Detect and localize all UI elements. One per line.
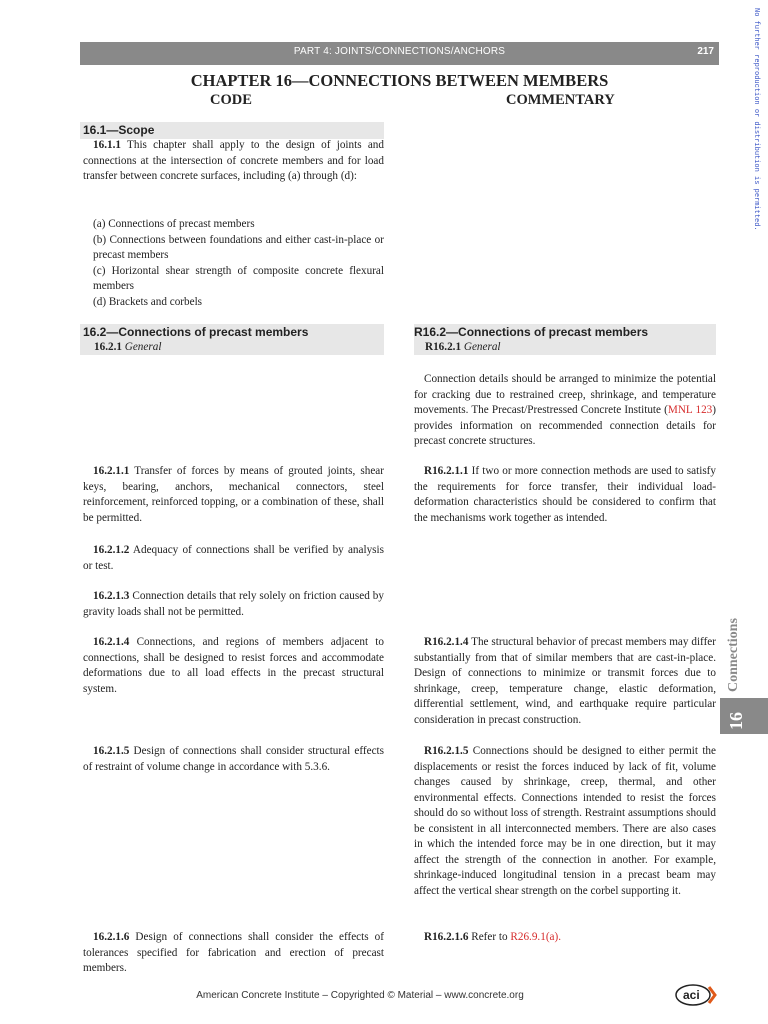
clause-text: Adequacy of connections shall be verified by analysis or test. xyxy=(83,544,384,572)
commentary-r16-2-1 xyxy=(414,372,716,450)
code-16-1-1 xyxy=(83,138,384,185)
commentary-text: The structural behavior of precast members may differ substantially from that of similar members that are cast-in-place. Design of connections to minimize or transmit forces due to shrinkage, creep, temperature change, elastic deformation, differential settlement, wind, and earthquake require particular consideration in precast construction. xyxy=(414,636,716,726)
commentary-text: Connection details should be arranged to minimize the potential for cracking due to restrained creep, shrinkage, and temperature movements. The Precast/Prestressed Concrete Institute ( xyxy=(414,373,716,416)
section-r16-2-title: R16.2—Connections of precast members xyxy=(414,325,649,339)
subsection-r16-2-1 xyxy=(425,341,501,353)
commentary-r16-2-1-5 xyxy=(414,744,716,899)
commentary-text: Refer to xyxy=(468,931,511,943)
clause-number: 16.2.1.2 xyxy=(93,544,130,556)
list-item: (b) Connections between foundations and either cast-in-place or precast members xyxy=(93,233,384,261)
commentary-r16-2-1-4 xyxy=(414,635,716,728)
side-tab-label: Connections xyxy=(726,618,741,692)
code-16-2-1-6 xyxy=(83,930,384,977)
clause-number: R16.2.1 xyxy=(425,341,462,353)
code-16-2-1-2 xyxy=(83,543,384,574)
side-tab-number: 16 xyxy=(726,712,746,730)
clause-number: 16.2.1 xyxy=(94,341,122,353)
commentary-text: If two or more connection methods are used to satisfy the requirements for force transfer, their individual load-deformation characteristics should be considered to confirm that the mechanisms work together as intended. xyxy=(414,465,716,524)
code-16-2-1-1 xyxy=(83,464,384,526)
list-item: (d) Brackets and corbels xyxy=(93,295,203,308)
subsection-label: General xyxy=(463,341,501,353)
commentary-r16-2-1-1 xyxy=(414,464,716,526)
section-16-1-title: 16.1—Scope xyxy=(83,123,155,137)
logo-text: aci xyxy=(683,988,700,1002)
clause-number: 16.1.1 xyxy=(93,139,121,151)
clause-number: 16.2.1.4 xyxy=(93,636,130,648)
clause-number: R16.2.1.6 xyxy=(424,931,469,943)
clause-number: R16.2.1.4 xyxy=(424,636,469,648)
commentary-r16-2-1-6 xyxy=(414,930,716,946)
scope-list xyxy=(83,217,384,310)
clause-text: Connection details that rely solely on friction caused by gravity loads shall not be permitted. xyxy=(83,590,384,618)
code-16-2-1-5 xyxy=(83,744,384,775)
running-header: PART 4: JOINTS/CONNECTIONS/ANCHORS xyxy=(293,46,506,57)
page-number: 217 xyxy=(697,46,714,57)
distribution-watermark: No further reproduction or distribution is permitted. xyxy=(752,8,760,231)
subsection-label: General xyxy=(124,341,162,353)
aci-logo xyxy=(675,983,715,1005)
clause-text: Transfer of forces by means of grouted joints, shear keys, bearing, anchors, mechanical connectors, steel reinforcement, reinforced topping, or a combination of these, shall be permitted. xyxy=(83,465,384,524)
code-16-2-1-4 xyxy=(83,635,384,697)
reference-link-mnl123[interactable]: MNL 123 xyxy=(667,404,713,416)
footer-copyright: American Concrete Institute – Copyrighted © Material – www.concrete.org xyxy=(196,990,524,1001)
clause-text: This chapter shall apply to the design of joints and connections at the intersection of concrete members and for load transfer between concrete surfaces, including (a) through (d): xyxy=(83,139,384,182)
code-16-2-1-3 xyxy=(83,589,384,620)
list-item: (c) Horizontal shear strength of composite concrete flexural members xyxy=(93,264,384,292)
clause-text: Design of connections shall consider the effects of tolerances specified for fabrication and erection of precast members. xyxy=(83,931,384,974)
commentary-column-heading: COMMENTARY xyxy=(506,92,615,108)
code-column-heading: CODE xyxy=(210,92,252,108)
chapter-title: CHAPTER 16—CONNECTIONS BETWEEN MEMBERS xyxy=(190,71,609,90)
reference-link-r26-9-1a[interactable]: R26.9.1(a). xyxy=(510,931,562,943)
clause-number: 16.2.1.5 xyxy=(93,745,130,757)
clause-number: R16.2.1.1 xyxy=(424,465,469,477)
clause-number: 16.2.1.1 xyxy=(93,465,130,477)
commentary-text: Connections should be designed to either permit the displacements or resist the forces induced by lack of fit, volume changes caused by shrinkage, creep, thermal, and other environmental effects. Connections intended to resist the forces should do so without loss of strength. Restraint assumptions should be consistent in all interconnected members. There are also cases in which the intended force may be in one direction, but it may affect the strength of the connection in another. For example, shrinkage-induced longitudinal tension in a precast beam may affect the vertical shear strength on the corbel supporting it. xyxy=(414,745,716,897)
subsection-16-2-1 xyxy=(94,341,161,353)
clause-number: 16.2.1.6 xyxy=(93,931,130,943)
clause-number: 16.2.1.3 xyxy=(93,590,130,602)
section-16-2-title: 16.2—Connections of precast members xyxy=(83,325,309,339)
list-item: (a) Connections of precast members xyxy=(93,218,255,230)
clause-number: R16.2.1.5 xyxy=(424,745,469,757)
commentary-text: ) provides information on recommended connection details for precast concrete structures. xyxy=(414,404,716,447)
clause-text: Design of connections shall consider structural effects of restraint of volume change in accordance with 5.3.6. xyxy=(83,745,384,773)
clause-text: Connections, and regions of members adjacent to connections, shall be designed to resist forces and accommodate deformations due to all load effects in the precast structural system. xyxy=(83,636,384,695)
